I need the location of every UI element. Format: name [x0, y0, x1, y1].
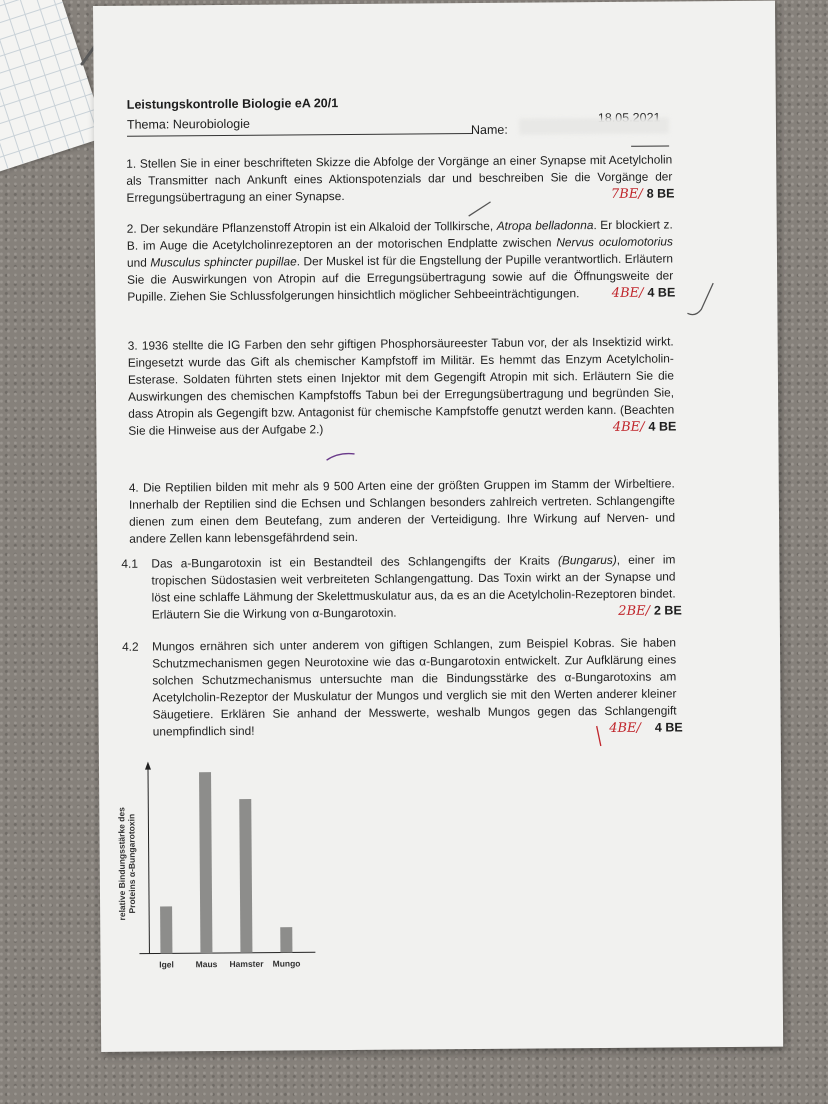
- check-mark: [593, 724, 607, 750]
- task-points: 4 BE: [648, 419, 677, 434]
- chart-bar-igel: [160, 906, 172, 953]
- grade-mark: 4BE/: [609, 720, 641, 736]
- check-mark: [683, 277, 719, 323]
- chart-category-label: Hamster: [229, 958, 264, 969]
- task-points: 4 BE: [647, 285, 676, 300]
- task-number: 2.: [126, 221, 137, 236]
- chart-ylabel-line1: relative Bindungsstärke des: [116, 807, 128, 921]
- chart-category-label: Maus: [195, 959, 218, 970]
- chart-y-axis: [148, 764, 149, 954]
- task-number: 4.2: [121, 639, 139, 654]
- task-points: 4 BE: [654, 720, 683, 735]
- task-number: 4.1: [121, 556, 138, 571]
- binding-strength-chart: [114, 752, 316, 984]
- task-number: 1.: [126, 156, 137, 171]
- grade-mark: 7BE/: [610, 186, 643, 202]
- grade-mark: 2BE/: [618, 603, 651, 619]
- task-3: [128, 333, 675, 439]
- name-label: Name:: [470, 122, 508, 138]
- chart-y-arrow: [145, 762, 151, 770]
- chart-bar-maus: [199, 772, 212, 953]
- name-redaction: [519, 117, 669, 134]
- task-text: Die Reptilien bilden mit mehr als 9 500 Arten eine der größten Gruppen im Stamm der Wirbeltiere. Innerhalb der Reptilien sind die Echsen und Schlangen besonders zahlreich vertreten. Schlangengifte dienen zum einen dem Beutefang, zum anderen der Verteidigung. Ihre Wirkung auf Nerven- und andere Zellen kann lebensgefährdend sein.: [128, 476, 676, 546]
- check-mark: [324, 450, 360, 464]
- chart-bar-mungo: [280, 927, 292, 952]
- chart-ylabel-line2: Proteins α-Bungarotoxin: [126, 813, 138, 914]
- task-1: [126, 151, 675, 206]
- exam-title: Leistungskontrolle Biologie eA 20/1: [126, 96, 339, 112]
- chart-bar-hamster: [239, 799, 252, 953]
- check-mark: [467, 198, 497, 220]
- task-text: Stellen Sie in einer beschrifteten Skizze die Abfolge der Vorgänge an einer Synapse mit Acetylcholin als Transmitter nach Ankunft eines Aktionspotenzials dar und beschreiben Sie die Vorgänge der Erregungsübertragung an einer Synapse.: [126, 152, 673, 205]
- task-points: 8 BE: [646, 186, 675, 201]
- grade-mark: 4BE/: [611, 285, 644, 301]
- task-number: 4.: [128, 480, 139, 495]
- task-4: [129, 475, 676, 547]
- chart-category-label: Mungo: [272, 958, 301, 969]
- task-4-1: 4.1 Das a-Bungarotoxin ist ein Bestandteil des Schlangengifts der Kraits (Bungarus), einer im tropischen Südostasien weit verbreiteten Schlangengattung. Das Toxin wirkt an der Synapse und löst eine schlaffe Lähmung der Skelettmuskulatur aus, da es an die Acetylcholin-Rezeptoren bindet. Erläutern Sie die Wirkung von α-Bungarotoxin. 2BE/ 2 BE: [121, 552, 682, 622]
- task-number: 3.: [127, 338, 138, 353]
- grade-mark: 4BE/: [612, 419, 645, 435]
- chart-category-label: Igel: [159, 959, 174, 970]
- task-text: Mungos ernähren sich unter anderem von giftigen Schlangen, zum Beispiel Kobras. Sie haben Schutzmechanismen gegen Neurotoxine wie das α-Bungarotoxin entwickelt. Zur Aufklärung eines solchen Schutzmechanismus untersuchte man die Bindungsstärke des α-Bungarotoxins am Acetylcholin-Rezeptor der Muskulatur der Mungos und verglich sie mit den Werten anderer kleiner Säugetiere. Erklären Sie anhand der Messwerte, weshalb Mungos gegen das Schlangengift unempfindlich sind!: [151, 635, 677, 739]
- task-points: 2 BE: [653, 603, 682, 618]
- exam-sheet: [93, 1, 783, 1052]
- topic-underline: [127, 133, 472, 137]
- exam-topic: Thema: Neurobiologie: [126, 116, 250, 132]
- task-2: 2. Der sekundäre Pflanzenstoff Atropin ist ein Alkaloid der Tollkirsche, Atropa belladonna. Er blockiert z. B. im Auge die Acetylcholinrezeptoren an der motorischen Endplatte zwischen Nervus oculomotorius und Musculus sphincter pupillae. Der Muskel ist für die Engstellung der Pupille verantwortlich. Erläutern Sie die Auswirkungen von Atropin auf die Erregungsübertragung sowie auf die Öffnungsweite der Pupille. Ziehen Sie Schlussfolgerungen hinsichtlich möglicher Sehbeeinträchtigungen. 4BE/ 4 BE: [126, 217, 676, 304]
- name-underline: [631, 145, 669, 146]
- task-text: 1936 stellte die IG Farben den sehr giftigen Phosphorsäureester Tabun vor, der als Insektizid wirkt. Eingesetzt wurde das Gift als chemischer Kampfstoff im Militär. Es hemmt das Enzym Acetylcholin-Esterase. Soldaten führten stets einen Injektor mit dem Gegengift Atropin mit sich. Erläutern Sie die Auswirkungen des chemischen Kampfstoffs Tabun bei der Erregungsübertragung und begründen Sie, dass Atropin als Gegengift bzw. Antagonist für chemische Kampfstoffe genutzt werden kann. (Beachten Sie die Hinweise aus der Aufgabe 2.): [127, 334, 675, 438]
